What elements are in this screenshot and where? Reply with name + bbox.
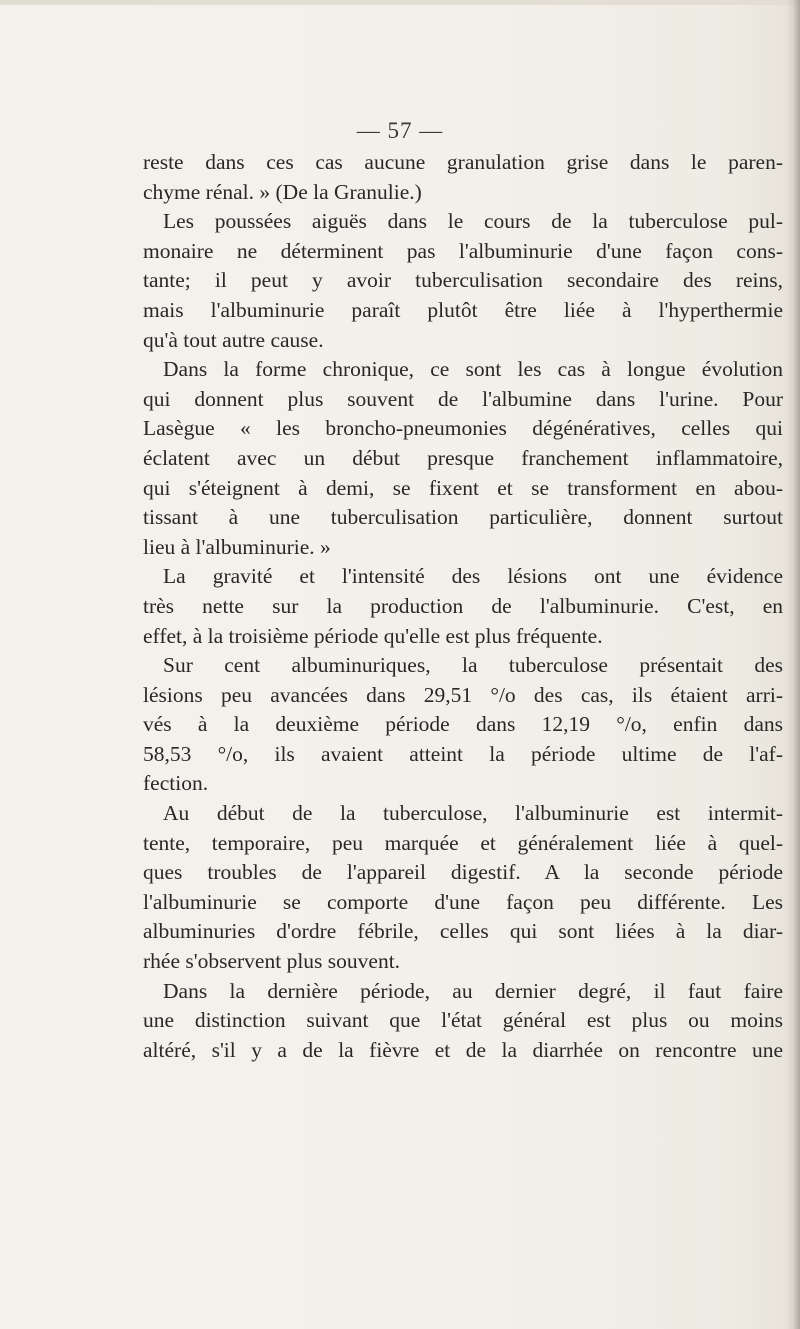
text-line: Dans la dernière période, au dernier degré, il faut faire (163, 978, 783, 1003)
text-line: 58,53 °/o, ils avaient atteint la période ultime de l'af- (143, 741, 783, 766)
text-line: qui s'éteignent à demi, se fixent et se transforment en abou- (143, 475, 783, 500)
body-text (143, 148, 783, 1065)
text-line: lésions peu avancées dans 29,51 °/o des cas, ils étaient arri- (143, 682, 783, 707)
text-line: Sur cent albuminuriques, la tuberculose présentait des (163, 653, 783, 678)
text-line: altéré, s'il y a de la fièvre et de la diarrhée on rencontre une (143, 1037, 783, 1062)
text-line: ques troubles de l'appareil digestif. A la seconde période (143, 860, 783, 885)
text-line: qui donnent plus souvent de l'albumine dans l'urine. Pour (143, 386, 783, 411)
text-line: La gravité et l'intensité des lésions ont une évidence (163, 564, 783, 589)
text-line: Au début de la tuberculose, l'albuminurie est intermit- (163, 801, 783, 826)
text-line: une distinction suivant que l'état général est plus ou moins (143, 1008, 783, 1033)
text-line: Les poussées aiguës dans le cours de la tuberculose pul- (163, 209, 783, 234)
text-line: lieu à l'albuminurie. » (143, 534, 331, 559)
page-top-edge (0, 0, 800, 5)
text-line: vés à la deuxième période dans 12,19 °/o, enfin dans (143, 712, 783, 737)
text-line: éclatent avec un début presque franchement inflammatoire, (143, 445, 783, 470)
text-line: l'albuminurie se comporte d'une façon peu différente. Les (143, 889, 783, 914)
text-line: mais l'albuminurie paraît plutôt être liée à l'hyperthermie (143, 297, 783, 322)
page-number: — 57 — (356, 118, 444, 143)
page-binding-shadow (786, 0, 800, 1329)
text-line: albuminuries d'ordre fébrile, celles qui sont liées à la diar- (143, 919, 783, 944)
text-line: tissant à une tuberculisation particulière, donnent surtout (143, 505, 783, 530)
text-line: Dans la forme chronique, ce sont les cas à longue évolution (163, 357, 783, 382)
text-line: tente, temporaire, peu marquée et généralement liée à quel- (143, 830, 783, 855)
text-line: chyme rénal. » (De la Granulie.) (143, 179, 422, 204)
text-line: qu'à tout autre cause. (143, 327, 324, 352)
text-line: Lasègue « les broncho-pneumonies dégénératives, celles qui (143, 416, 783, 441)
text-line: fection. (143, 771, 209, 796)
text-line: reste dans ces cas aucune granulation grise dans le paren- (143, 150, 783, 174)
text-line: tante; il peut y avoir tuberculisation secondaire des reins, (143, 268, 783, 293)
text-line: très nette sur la production de l'albuminurie. C'est, en (143, 593, 783, 618)
text-line: effet, à la troisième période qu'elle est plus fréquente. (143, 623, 603, 648)
text-line: rhée s'observent plus souvent. (143, 949, 401, 974)
text-line: monaire ne déterminent pas l'albuminurie d'une façon cons- (143, 238, 783, 263)
